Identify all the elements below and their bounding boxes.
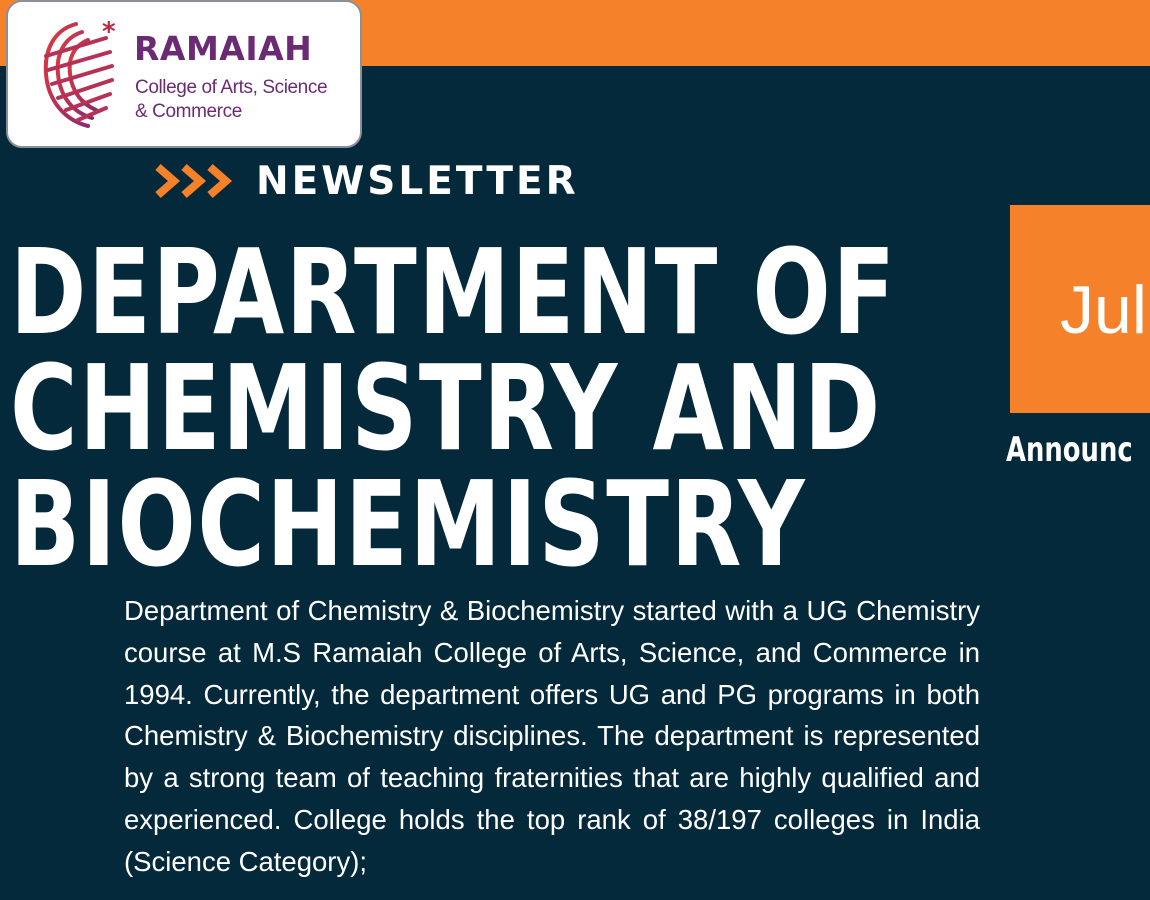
svg-text:*: * [102,17,116,47]
intro-paragraph: Department of Chemistry & Biochemistry started with a UG Chemistry course at M.S Ramaiah College of Arts, Science, and Commerce in 1994. Currently, the department offers UG and PG programs in both Chemistry & Biochemistry disciplines. The department is represented by a strong team of teaching fraternities that are highly qualified and experienced. College holds the top rank of 38/197 colleges in India (Science Category); [124,595,980,877]
page-title [10,223,897,593]
issue-date-label: Jul [1060,272,1147,348]
newsletter-kicker [152,156,579,206]
logo-wordmark: RAMAIAH [134,29,313,68]
triple-chevron-right-icon [152,159,236,203]
ramaiah-logo-icon [36,16,120,134]
issue-date-box [1010,205,1150,413]
newsletter-label: NEWSLETTER [256,158,579,204]
title-line-3: BIOCHEMISTRY [10,455,807,593]
logo-subtitle-line2: & Commerce [135,101,242,122]
title-line-1: DEPARTMENT OF [10,223,897,361]
college-logo [6,0,362,148]
logo-subtitle-line1: College of Arts, Science [135,77,328,98]
title-line-2: CHEMISTRY AND [10,339,882,477]
announcements-heading: Announc [1006,430,1133,470]
logo-subtitle [135,76,365,124]
